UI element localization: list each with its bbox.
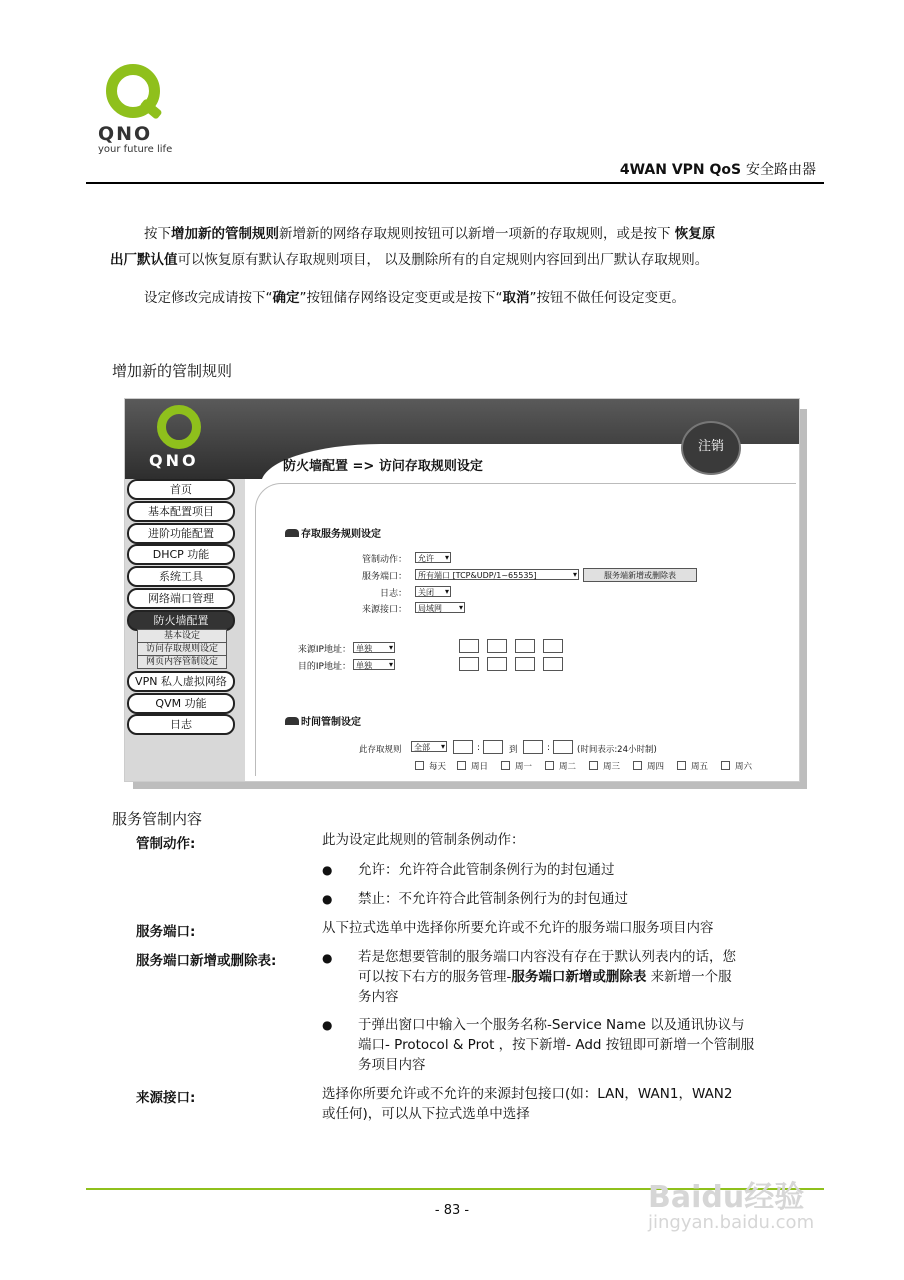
- nav-firewall[interactable]: 防火墙配置: [127, 610, 235, 631]
- section-time-control: 时间管制设定: [285, 713, 361, 728]
- bullet-icon: ●: [322, 863, 333, 877]
- source-ip-label: 来源IP地址：: [297, 645, 351, 655]
- day-label: 周六: [735, 762, 753, 772]
- service-label: 服务端口：: [361, 572, 407, 582]
- bullet-icon: ●: [322, 1018, 333, 1032]
- day-label: 每天: [429, 762, 447, 772]
- dest-ip-octet-2[interactable]: [487, 657, 507, 671]
- day-checkbox-sun[interactable]: [457, 761, 466, 770]
- dest-ip-octet-3[interactable]: [515, 657, 535, 671]
- day-checkbox-sat[interactable]: [721, 761, 730, 770]
- service-edit-button[interactable]: 服务端新增或删除表: [583, 568, 697, 582]
- nav-qvm[interactable]: QVM 功能: [127, 693, 235, 714]
- time-format-hint: (时间表示:24小时制): [577, 745, 657, 755]
- page-number: - 83 -: [434, 1203, 470, 1218]
- day-label: 周三: [603, 762, 621, 772]
- schedule-select[interactable]: 全部 ▾: [411, 741, 447, 752]
- logout-button[interactable]: 注销: [681, 421, 741, 475]
- to-label: 到: [509, 745, 518, 755]
- brand-tagline: your future life: [98, 144, 173, 155]
- term-source-interface: 来源接口:: [136, 1090, 196, 1106]
- baidu-watermark-url: jingyan.baidu.com: [648, 1212, 815, 1233]
- section-heading-service-control: 服务管制内容: [112, 810, 203, 828]
- action-select[interactable]: 允许 ▾: [415, 552, 451, 563]
- section-heading-add-rule: 增加新的管制规则: [112, 362, 233, 380]
- term-action: 管制动作:: [136, 836, 196, 852]
- start-hour-input[interactable]: [453, 740, 473, 754]
- baidu-watermark: Baidu经验: [648, 1180, 805, 1215]
- section-bullet-icon: [285, 717, 299, 725]
- nav-dhcp[interactable]: DHCP 功能: [127, 544, 235, 565]
- source-ip-select[interactable]: 单独 ▾: [353, 642, 395, 653]
- bullet-icon: ●: [322, 951, 333, 965]
- end-minute-input[interactable]: [553, 740, 573, 754]
- day-label: 周四: [647, 762, 665, 772]
- subnav-access-rules[interactable]: 访问存取规则设定: [137, 642, 227, 656]
- end-hour-input[interactable]: [523, 740, 543, 754]
- day-checkbox-mon[interactable]: [501, 761, 510, 770]
- subnav-web-filter[interactable]: 网页内容管制设定: [137, 655, 227, 669]
- nav-vpn[interactable]: VPN 私人虚拟网络: [127, 671, 235, 692]
- dest-ip-label: 目的IP地址：: [297, 662, 351, 672]
- router-ui-screenshot: [124, 398, 800, 782]
- intro-paragraph-1: 按下增加新的管制规则新增新的网络存取规则按钮可以新增一项新的存取规则，或是按下 恢复原 出厂默认值可以恢复原有默认存取规则项目， 以及删除所有的自定规则内容回到出厂默认存取规则。: [110, 226, 716, 268]
- intro-paragraph-2: 设定修改完成请按下“确定”按钮储存网络设定变更或是按下“取消”按钮不做任何设定变更。: [144, 290, 685, 306]
- day-checkbox-thu[interactable]: [633, 761, 642, 770]
- desc-service-edit-2: 于弹出窗口中输入一个服务名称-Service Name 以及通讯协议与 端口- Protocol & Prot ，按下新增- Add 按钮即可新增一个管制服 务项目内容: [358, 1017, 755, 1073]
- nav-advanced[interactable]: 进阶功能配置: [127, 523, 235, 544]
- day-checkbox-everyday[interactable]: [415, 761, 424, 770]
- dest-ip-select[interactable]: 单独 ▾: [353, 659, 395, 670]
- nav-basic[interactable]: 基本配置项目: [127, 501, 235, 522]
- source-ip-octet-2[interactable]: [487, 639, 507, 653]
- dest-ip-octet-4[interactable]: [543, 657, 563, 671]
- source-ip-octet-1[interactable]: [459, 639, 479, 653]
- log-select[interactable]: 关闭 ▾: [415, 586, 451, 597]
- desc-source-interface: 选择你所要允许或不允许的来源封包接口(如：LAN，WAN1，WAN2 或任何)，可以从下拉式选单中选择: [322, 1086, 733, 1122]
- action-label: 管制动作：: [361, 555, 407, 565]
- subnav-basic[interactable]: 基本设定: [137, 629, 227, 643]
- desc-service-edit-1: 若是您想要管制的服务端口内容没有存在于默认列表内的话，您 可以按下右方的服务管理-服务端口新增或删除表 来新增一个服 务内容: [358, 949, 736, 1005]
- ui-page-title: 防火墙配置 => 访问存取规则设定: [283, 459, 483, 474]
- dest-ip-octet-1[interactable]: [459, 657, 479, 671]
- day-label: 周日: [471, 762, 489, 772]
- source-interface-select[interactable]: 局域网 ▾: [415, 602, 465, 613]
- section-bullet-icon: [285, 529, 299, 537]
- time-colon: :: [547, 743, 550, 753]
- desc-allow: 允许：允许符合此管制条例行为的封包通过: [358, 862, 615, 878]
- source-ip-octet-3[interactable]: [515, 639, 535, 653]
- nav-tools[interactable]: 系统工具: [127, 566, 235, 587]
- term-service-edit: 服务端口新增或删除表:: [136, 953, 277, 969]
- section-access-service: 存取服务规则设定: [285, 525, 381, 540]
- source-ip-octet-4[interactable]: [543, 639, 563, 653]
- day-label: 周五: [691, 762, 709, 772]
- nav-log[interactable]: 日志: [127, 714, 235, 735]
- service-select[interactable]: 所有端口 [TCP&UDP/1~65535] ▾: [415, 569, 579, 580]
- log-label: 日志：: [379, 589, 407, 599]
- day-checkbox-tue[interactable]: [545, 761, 554, 770]
- day-checkbox-wed[interactable]: [589, 761, 598, 770]
- term-service: 服务端口:: [136, 924, 196, 940]
- day-label: 周二: [559, 762, 577, 772]
- desc-service: 从下拉式选单中选择你所要允许或不允许的服务端口服务项目内容: [322, 920, 714, 936]
- start-minute-input[interactable]: [483, 740, 503, 754]
- source-interface-label: 来源接口：: [361, 605, 407, 615]
- schedule-label: 此存取规则: [359, 745, 402, 755]
- brand-name: QNO: [98, 123, 153, 145]
- day-checkbox-fri[interactable]: [677, 761, 686, 770]
- time-colon: :: [477, 743, 480, 753]
- doc-title: 4WAN VPN QoS 安全路由器: [619, 162, 816, 178]
- nav-port-mgmt[interactable]: 网络端口管理: [127, 588, 235, 609]
- ui-brand: QNO: [149, 451, 199, 470]
- desc-deny: 禁止：不允许符合此管制条例行为的封包通过: [358, 891, 628, 907]
- day-label: 周一: [515, 762, 533, 772]
- desc-action: 此为设定此规则的管制条例动作：: [322, 832, 525, 848]
- bullet-icon: ●: [322, 892, 333, 906]
- header-rule: [86, 182, 824, 184]
- nav-home[interactable]: 首页: [127, 479, 235, 500]
- ui-logo-icon: [157, 405, 201, 449]
